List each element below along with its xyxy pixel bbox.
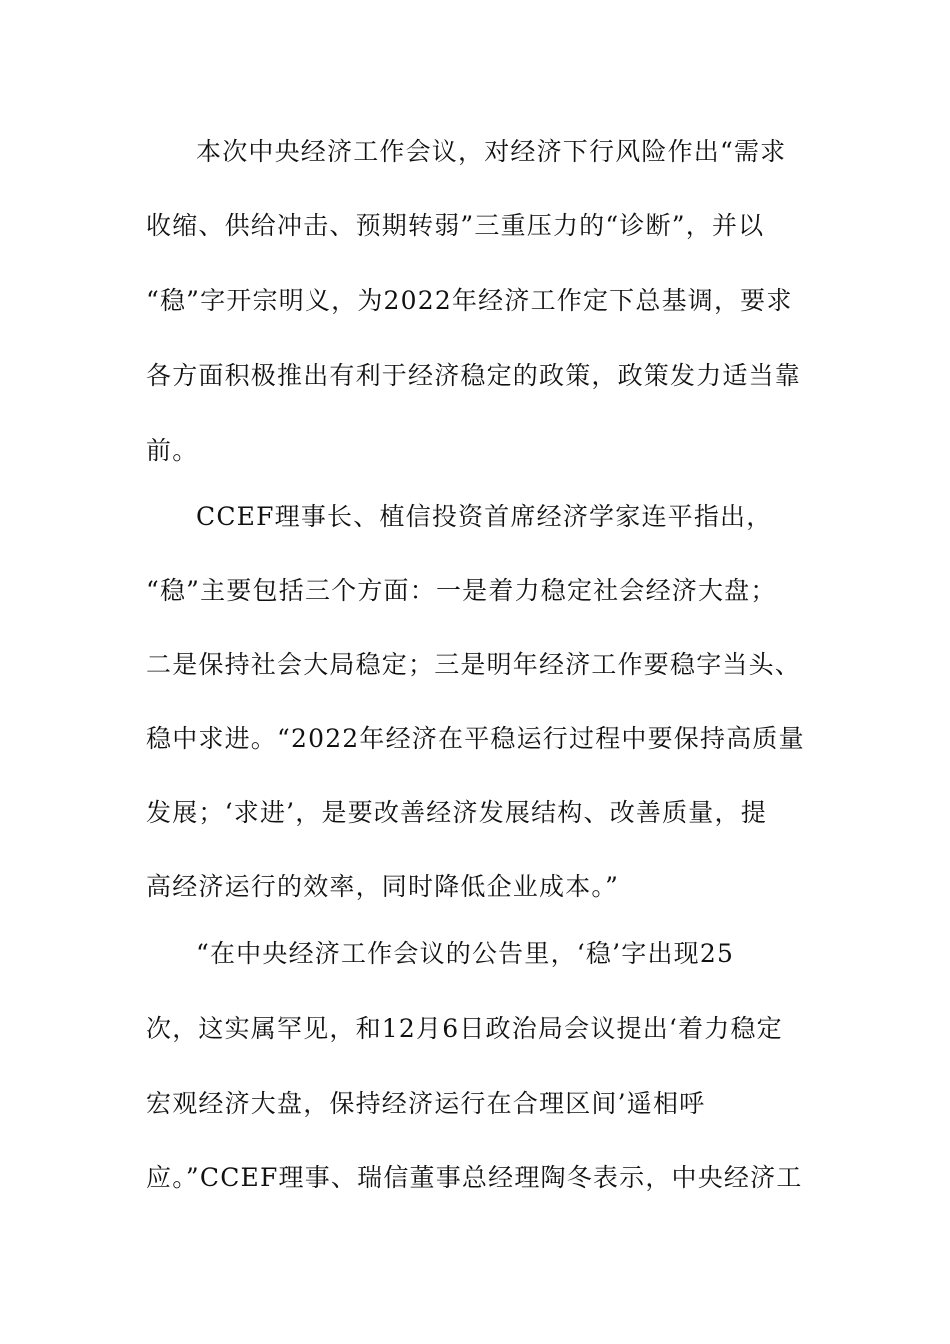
paragraph-3-line-1: “在中央经济工作会议的公告里，‘稳’字出现25	[196, 939, 735, 968]
paragraph-1-line-3: “稳”字开宗明义，为2022年经济工作定下总基调，要求	[146, 286, 793, 315]
paragraph-1-line-5: 前。	[146, 436, 199, 465]
paragraph-3-line-4: 应。”CCEF理事、瑞信董事总经理陶冬表示，中央经济工	[146, 1163, 803, 1192]
paragraph-1-line-2: 收缩、供给冲击、预期转弱”三重压力的“诊断”，并以	[146, 211, 765, 240]
paragraph-2-line-2: “稳”主要包括三个方面：一是着力稳定社会经济大盘；	[146, 576, 777, 605]
paragraph-1-line-4: 各方面积极推出有利于经济稳定的政策，政策发力适当靠	[146, 361, 802, 390]
paragraph-3-line-3: 宏观经济大盘，保持经济运行在合理区间’遥相呼	[146, 1089, 706, 1118]
paragraph-2-line-5: 发展；‘求进’，是要改善经济发展结构、改善质量，提	[146, 798, 767, 827]
paragraph-2-line-6: 高经济运行的效率，同时降低企业成本。”	[146, 872, 620, 901]
paragraph-3-line-2: 次，这实属罕见，和12月6日政治局会议提出‘着力稳定	[146, 1014, 783, 1043]
paragraph-2-line-3: 二是保持社会大局稳定；三是明年经济工作要稳字当头、	[146, 650, 802, 679]
paragraph-2-line-1: CCEF理事长、植信投资首席经济学家连平指出，	[196, 502, 773, 531]
paragraph-1-line-1: 本次中央经济工作会议，对经济下行风险作出“需求	[196, 137, 787, 166]
paragraph-2-line-4: 稳中求进。“2022年经济在平稳运行过程中要保持高质量	[146, 724, 805, 753]
